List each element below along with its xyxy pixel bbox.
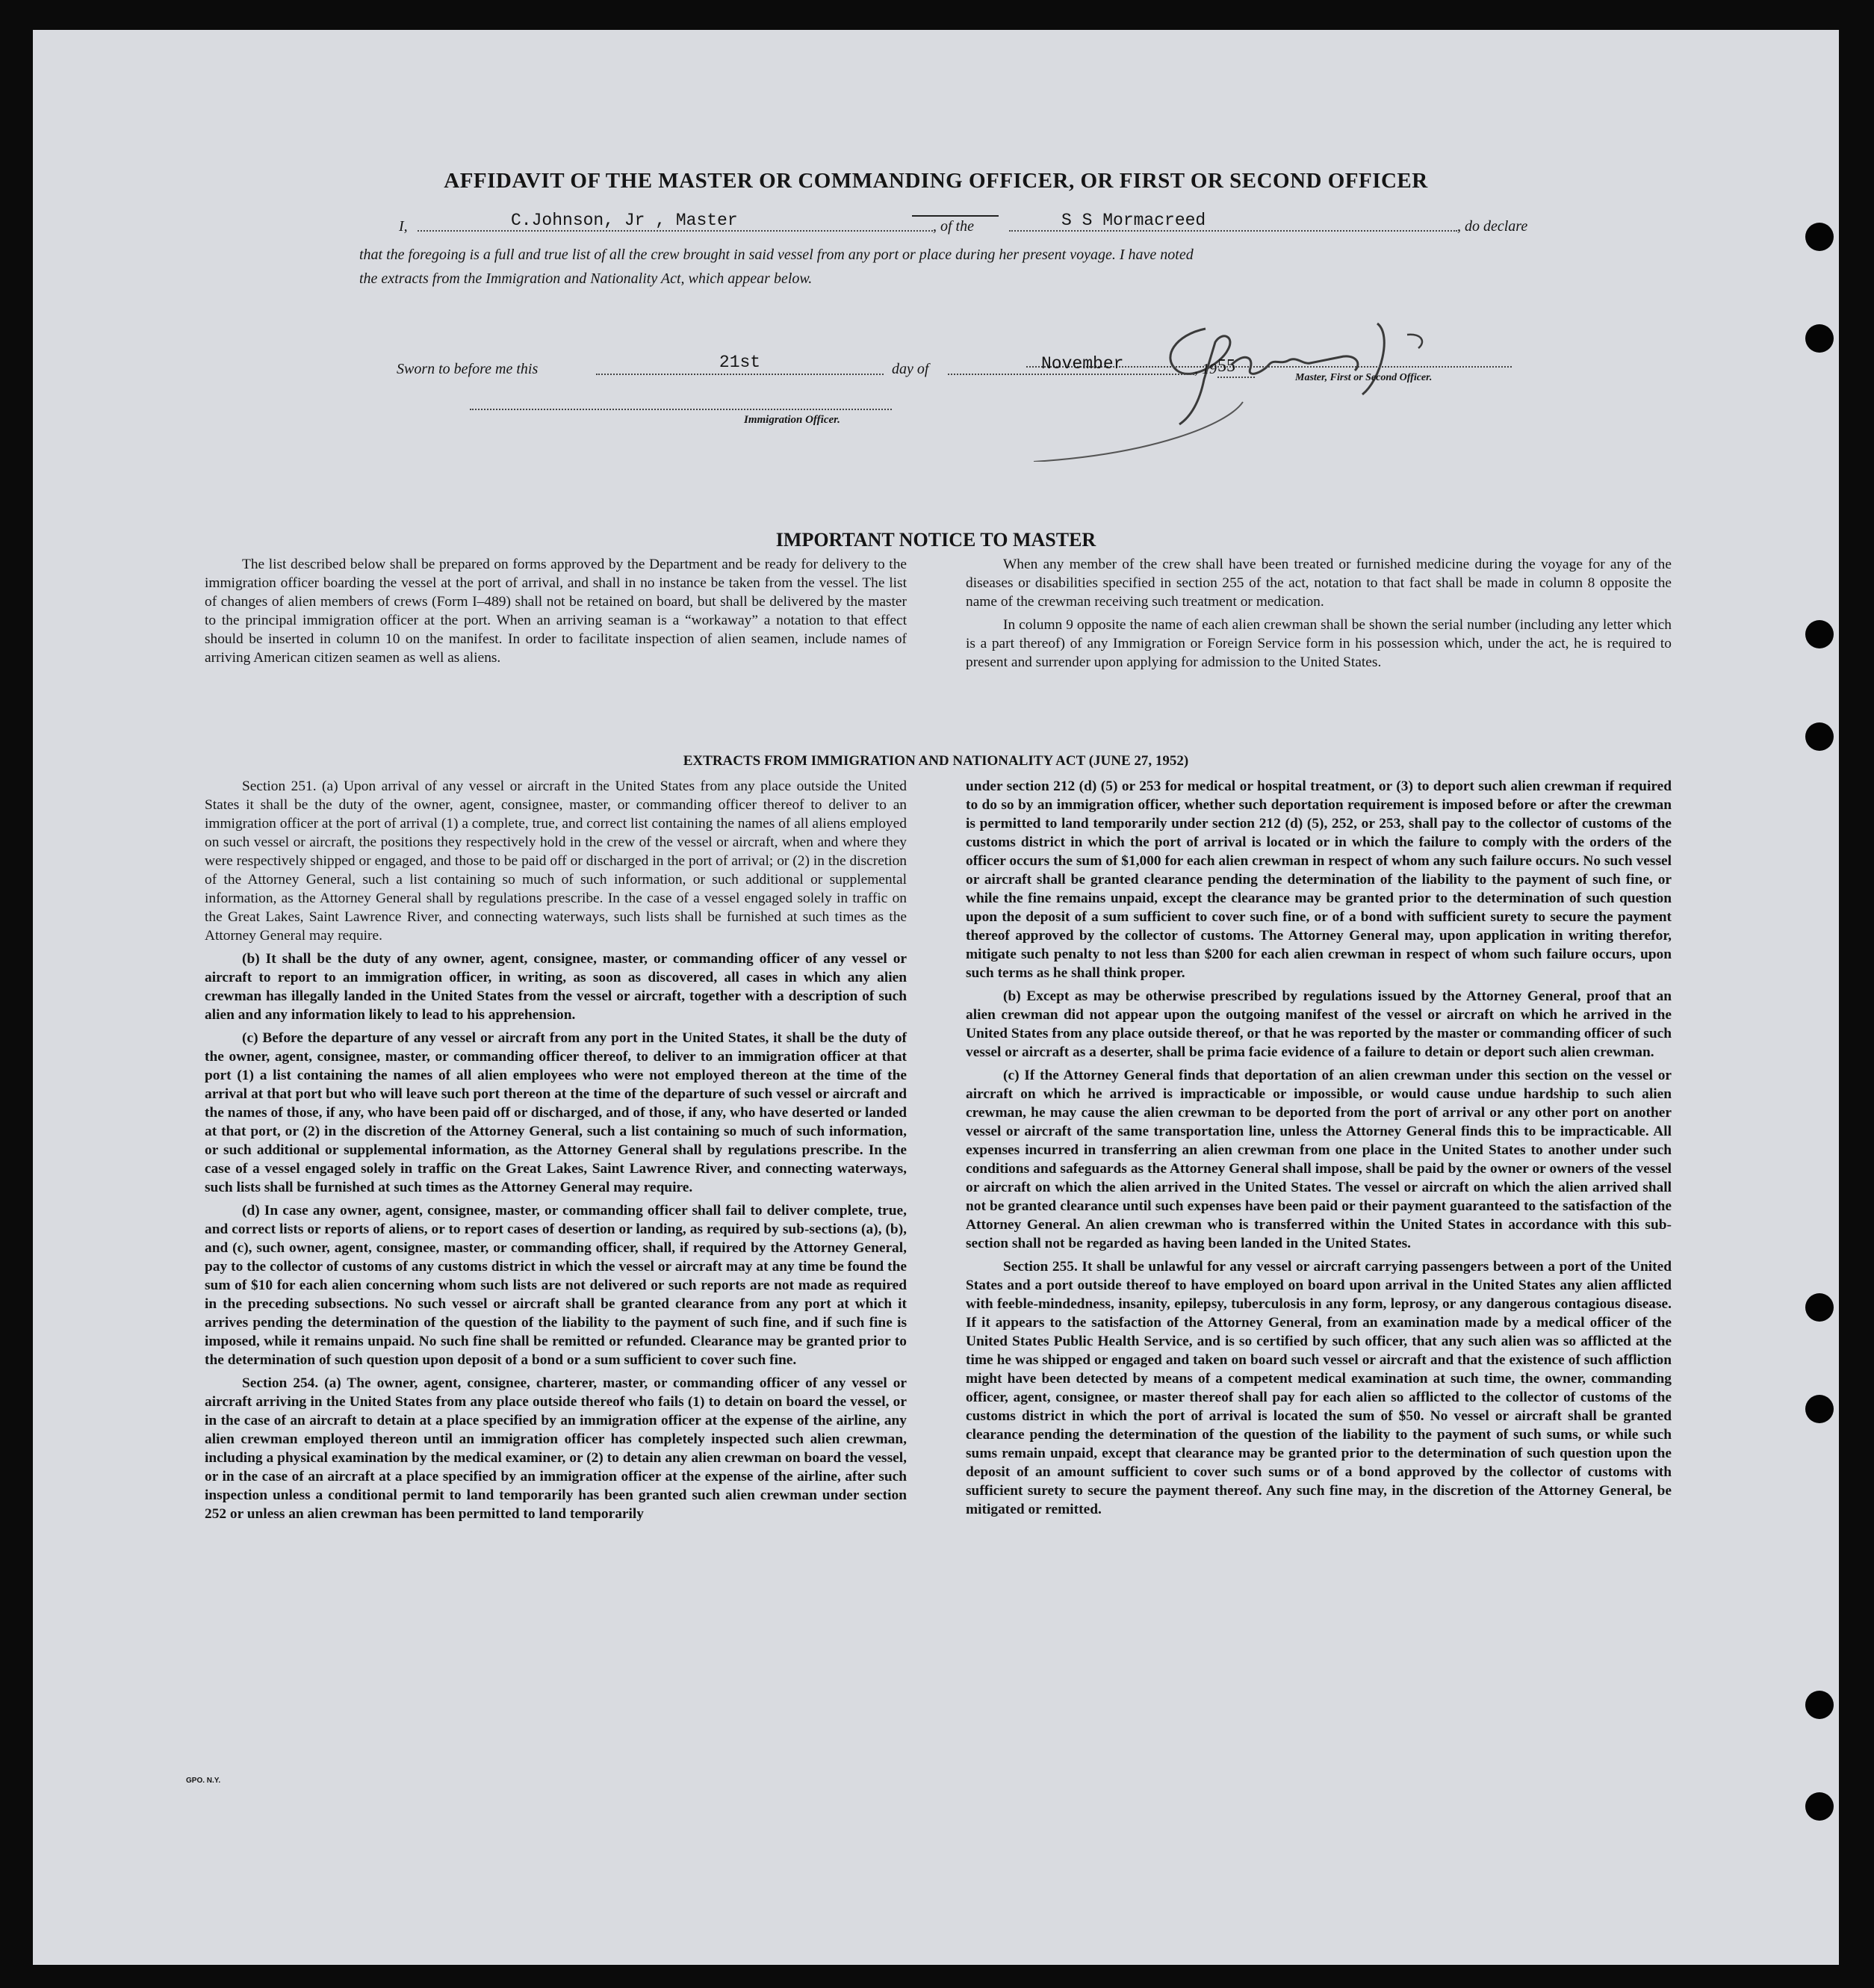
section-254c: (c) If the Attorney General finds that deportation of an alien crewman under this section on the vessel or aircraft on which he arrived is impracticable or impossible, or would cause undue hardship to such alien crewman, he may cause the alien crewman to be deported from the port of arrival or any other port on another vessel or aircraft of the same transportation line, unless the Attorney General finds this to be impracticable. All expenses incurred in transferring an alien crewman from one place in the United States to another under such conditions and safeguards as the Attorney General shall impose, shall be paid by the owner or owners of the vessel or aircraft on which the alien arrived in the United States. The vessel or aircraft on which the alien arrived shall not be granted clearance until such expenses have been paid or their payment guaranteed to the satisfaction of the Attorney General. An alien crewman who is transferred within the United States in accordance with this sub-section shall not be regarded as having been landed in the United States. [966, 1068, 1672, 1251]
binder-hole [1805, 1691, 1834, 1719]
binder-hole [1805, 1395, 1834, 1423]
binder-hole [1805, 324, 1834, 353]
master-caption: Master, First or Second Officer. [1295, 372, 1433, 383]
vessel-name-field: S S Mormacreed [1009, 209, 1457, 232]
section-254a-continued: under section 212 (d) (5) or 253 for medical or hospital treatment, or (3) to deport such alien crewman if required to do so by an immigration officer, whether such deportation requirement is imposed before or after the crewman is permitted to land temporarily under section 212 (d) (5), 252, or 253, shall pay to the collector of customs of the customs district in which the port of arrival is located or in which the failure to comply with the orders of the officer occurs the sum of $1,000 for each alien crewman in respect of whom any such failure occurs. No such vessel or aircraft shall be granted clearance pending the determination of the liability to the payment of such fine, or while the fine remains unpaid, except the clearance may be granted prior to the determination of such question upon the deposit of a sum sufficient to cover such fine, or of a bond with sufficient surety to secure the payment thereof approved by the collector of customs. The Attorney General may, upon application in writing therefor, mitigate such penalty to not less than $200 for each alien crewman in respect of whom such failure occurs, upon such terms as he shall think proper. [966, 778, 1672, 981]
declarant-name-field: C.Johnson, Jr , Master [418, 209, 933, 232]
extracts-left-column [205, 777, 907, 1528]
notice-paragraph: The list described below shall be prepared on forms approved by the Department and be ready for delivery to the immigration officer boarding the vessel at the port of arrival, and shall in no instance be taken from the vessel. The list of changes of alien members of crews (Form I–489) shall not be retained on board, but shall be delivered by the master to the principal immigration officer at the port. When an arriving seaman is a “workaway” a notation to that effect should be inserted in column 10 on the manifest. In order to facilitate inspection of alien seamen, include names of arriving American citizen seamen as well as aliens. [205, 557, 907, 666]
binder-hole [1805, 223, 1834, 251]
notice-paragraph: In column 9 opposite the name of each alien crewman shall be shown the serial number (including any letter which is a part thereof) of any Immigration or Foreign Service form in his possession which, under the act, he is required to present and surrender upon applying for admission to the United States. [966, 617, 1672, 670]
section-251c: (c) Before the departure of any vessel or aircraft from any port in the United States, it shall be the duty of the owner, agent, consignee, master, or commanding officer thereof, to deliver to an immigration officer at that port (1) a list containing the names of all alien employees who were not employed thereon at the time of the arrival at that port but who will leave such port thereon at the time of the departure of such vessel or aircraft and the names of those, if any, who have been paid off or discharged, and of those, if any, who have deserted or landed at that port, or (2) in the discretion of the Attorney General, such a list containing so much of such information, or such additional or supplemental information, as the Attorney General shall by regulations prescribe. In the case of a vessel engaged solely in traffic on the Great Lakes, Saint Lawrence River, and connecting waterways, such lists shall be furnished at such times as the Attorney General may require. [205, 1030, 907, 1195]
notice-right-column [966, 555, 1672, 676]
binder-hole [1805, 722, 1834, 751]
section-251d: (d) In case any owner, agent, consignee, master, or commanding officer shall fail to deliver complete, true, and correct lists or reports of aliens, or to report cases of desertion or landing, as required by sub-sections (a), (b), and (c), such owner, agent, consignee, master, or commanding officer, shall, if required by the Attorney General, pay to the collector of customs of any customs district in which the vessel or aircraft may at any time be found the sum of $10 for each alien concerning whom such lists are not delivered or such reports are not made as required in the preceding subsections. No such vessel or aircraft shall be granted clearance from any port at which it arrives pending the determination of the question of the liability to the payment of such fine, and if such fine is imposed, while it remains unpaid. No such fine shall be remitted or refunded. Clearance may be granted prior to the determination of such question upon deposit of a bond or a sum sufficient to cover such fine. [205, 1203, 907, 1368]
section-255: Section 255. It shall be unlawful for any vessel or aircraft carrying passengers between a port of the United States and a port outside thereof to have employed on board upon arrival in the United States any alien afflicted with feeble-mindedness, insanity, epilepsy, tuberculosis in any form, leprosy, or any dangerous contagious disease. If it appears to the satisfaction of the Attorney General, from an examination made by a medical officer of the United States Public Health Service, and is so certified by such officer, that any such alien was so afflicted at the time he was shipped or engaged and taken on board such vessel or aircraft and that the existence of such affliction might have been detected by means of a competent medical examination at such time, the owner, commanding officer, agent, consignee, or master thereof shall pay for each alien so afflicted to the collector of customs of the customs district in which the port of arrival is located the sum of $50. No vessel or aircraft shall be granted clearance pending the determination of the question of the liability to the payment of such sums, or while such sums remain unpaid, except that clearance may be granted prior to the determination of such question upon the deposit of an amount sufficient to cover such sums or of a bond approved by the collector of customs with sufficient surety to secure the payment thereof. Any such fine may, in the discretion of the Attorney General, be mitigated or remitted. [966, 1259, 1672, 1517]
day-of-label: day of [892, 361, 929, 377]
document-page [33, 30, 1839, 1965]
extracts-right-column [966, 777, 1672, 1523]
affidavit-title: AFFIDAVIT OF THE MASTER OR COMMANDING OFFICER, OR FIRST OR SECOND OFFICER [444, 169, 1428, 193]
immigration-officer-caption: Immigration Officer. [744, 414, 840, 426]
section-251a: Section 251. (a) Upon arrival of any vessel or aircraft in the United States from any place outside the United States it shall be the duty of the owner, agent, consignee, master, or commanding officer thereof to deliver to an immigration officer at the port of arrival (1) a complete, true, and correct list containing the names of all aliens employed on such vessel or aircraft, the positions they respectively hold in the crew of the vessel or aircraft, when and where they were respectively shipped or engaged, and those to be paid off or discharged in the port of arrival; or (2) in the discretion of the Attorney General, such a list containing so much of such information, or such additional or supplemental information, as the Attorney General shall by regulations prescribe. In the case of a vessel engaged solely in traffic on the Great Lakes, Saint Lawrence River, and connecting waterways, such lists shall be furnished at such times as the Attorney General may require. [205, 778, 907, 944]
notice-title: IMPORTANT NOTICE TO MASTER [775, 529, 1096, 551]
declaration-line-3: the extracts from the Immigration and Nationality Act, which appear below. [359, 270, 813, 287]
section-254a: Section 254. (a) The owner, agent, consignee, charterer, master, or commanding officer of any vessel or aircraft arriving in the United States from any place outside thereof who fails (1) to detain on board the vessel, or in the case of an aircraft to detain at a place specified by an immigration officer at the expense of the airline, any alien crewman employed thereon until an immigration officer has completely inspected such alien crewman, including a physical examination by the medical examiner, or (2) to detain any alien crewman on board the vessel, or in the case of an aircraft at a place specified by an immigration officer at the expense of the airline, after such inspection unless a conditional permit to land temporarily has been granted such alien crewman under section 252 or unless an alien crewman has been permitted to land temporarily [205, 1375, 907, 1522]
sworn-month-field: November [948, 353, 1194, 375]
sworn-day-field: 21st [596, 351, 884, 375]
binder-hole [1805, 1293, 1834, 1322]
year-prefix: , 19 [1194, 361, 1217, 377]
printer-mark: GPO. N.Y. [186, 1777, 221, 1785]
section-251b: (b) It shall be the duty of any owner, agent, consignee, master, or commanding officer of any vessel or aircraft to report to an immigration officer, in writing, as soon as discovered, all cases in which any alien crewman has illegally landed in the United States from the vessel or aircraft, together with a description of such alien and any information likely to lead to his apprehension. [205, 951, 907, 1023]
declaration-i: I, [399, 218, 408, 235]
declaration-line-2: that the foregoing is a full and true list of all the crew brought in said vessel from any port or place during her present voyage. I have noted [359, 247, 1194, 263]
sworn-label: Sworn to before me this [397, 361, 539, 377]
notice-paragraph: When any member of the crew shall have been treated or furnished medicine during the voyage for any of the diseases or disabilities specified in section 255 of the act, notation to that fact shall be made in column 8 opposite the name of the crewman receiving such treatment or medication. [966, 557, 1672, 610]
binder-hole [1805, 1792, 1834, 1821]
declaration-do-declare: , do declare [1457, 218, 1528, 235]
immigration-officer-signature-line [470, 409, 892, 410]
sworn-year-field: 55 [1217, 356, 1255, 378]
master-signature [1004, 312, 1467, 462]
declaration-of-the: , of the [933, 218, 974, 235]
extracts-title: EXTRACTS FROM IMMIGRATION AND NATIONALITY ACT (JUNE 27, 1952) [683, 753, 1189, 769]
section-254b: (b) Except as may be otherwise prescribed by regulations issued by the Attorney General, proof that an alien crewman did not appear upon the outgoing manifest of the vessel or aircraft on which he arrived in the United States from any place outside thereof, or that he was reported by the master or commanding officer of such vessel or aircraft as a deserter, shall be prima facie evidence of a failure to detain or deport such alien crewman. [966, 988, 1672, 1060]
binder-hole [1805, 620, 1834, 648]
notice-left-column [205, 555, 907, 672]
